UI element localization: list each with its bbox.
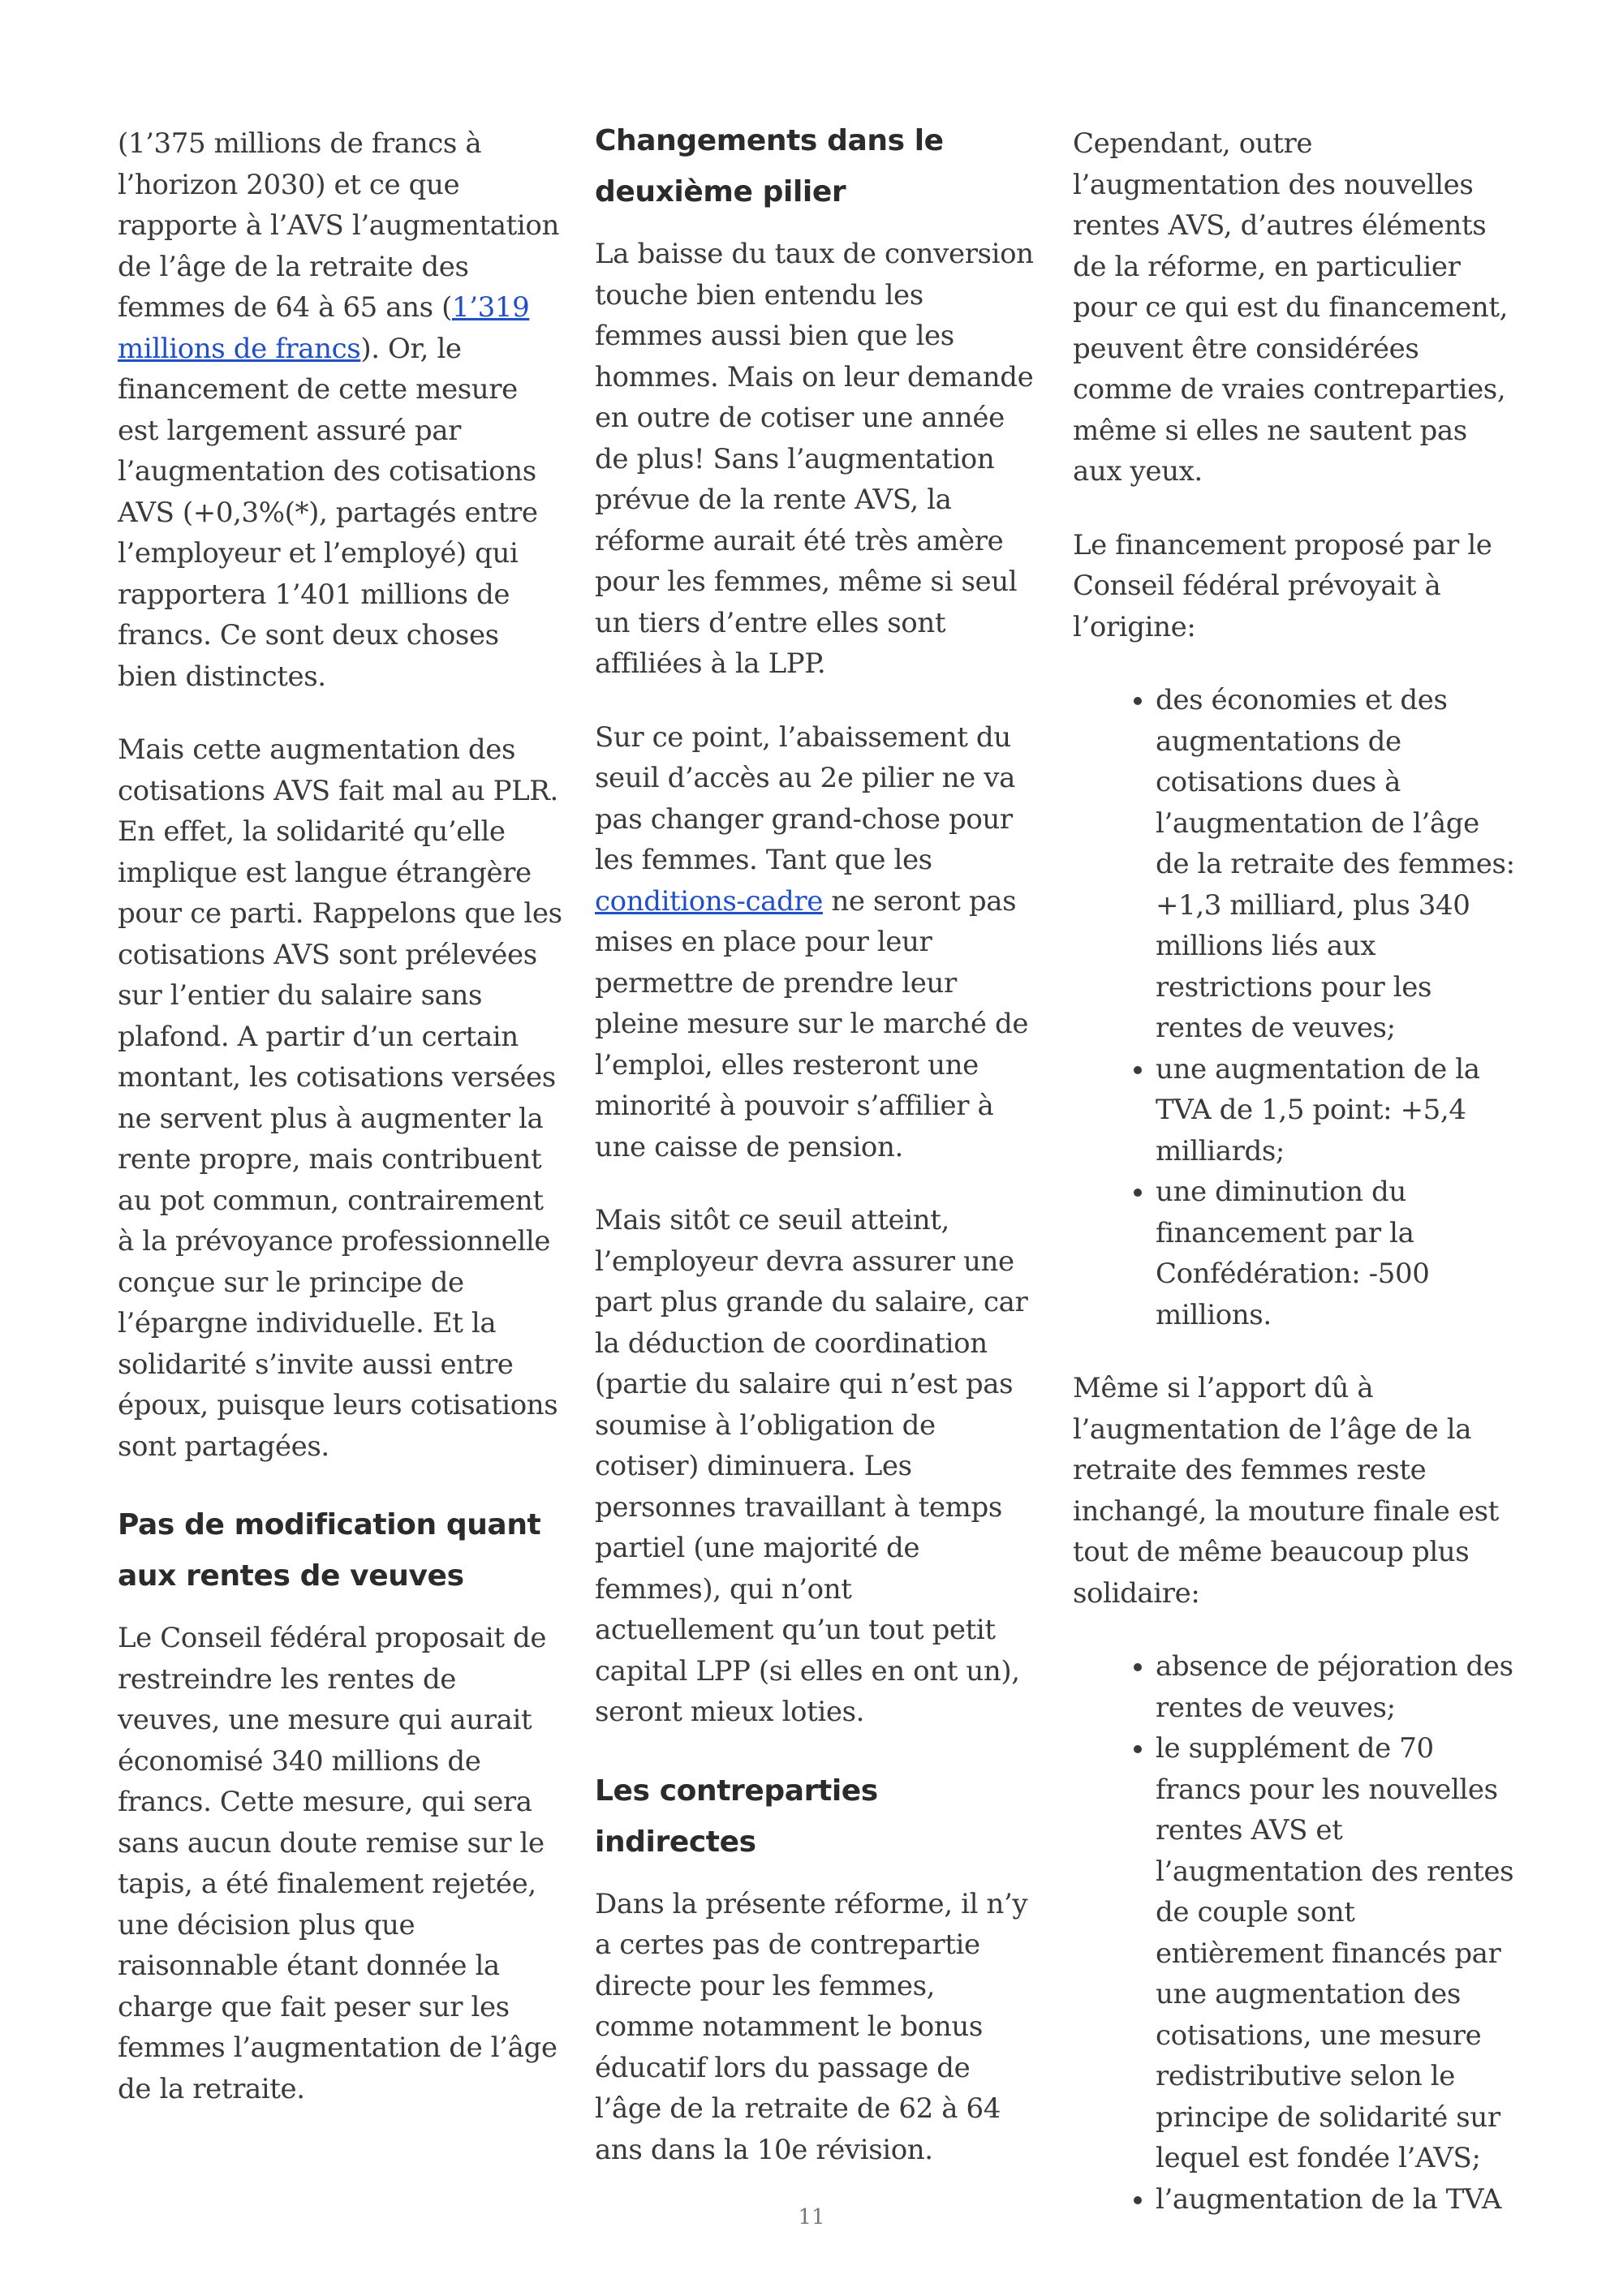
column-2 — [595, 123, 1037, 2203]
column-1 — [118, 123, 564, 2142]
bullet-list-financement — [1073, 680, 1515, 1335]
list-item: • l’augmentation de la TVA — [1156, 2179, 1515, 2221]
list-item: • des économies et des augmentations de cotisations dues à l’augmentation de l’âge de la retraite des femmes: +1,3 milliard, plus 340 millions liés aux restrictions pour les rentes de veuves; — [1156, 680, 1515, 1049]
paragraph: (1’375 millions de francs à l’horizon 2030) et ce que rapporte à l’AVS l’augmentation de l’âge de la retraite des femmes de 64 à 65 ans (1’319 millions de francs). Or, le financement de cette mesure est largement assuré par l’augmentation des cotisations AVS (+0,3%(*), partagés entre l’employeur et l’employé) qui rapportera 1’401 millions de francs. Ce sont deux choses bien distinctes. — [118, 127, 559, 693]
paragraph: Mais cette augmentation des cotisations AVS fait mal au PLR. En effet, la solidarité qu’elle implique est langue étrangère pour ce parti. Rappelons que les cotisations AVS sont prélevées sur l’entier du salaire sans plafond. A partir d’un certain montant, les cotisations versées ne servent plus à augmenter la rente propre, mais contribuent au pot commun, contrairement à la prévoyance professionnelle conçue sur le principe de l’épargne individuelle. Et la solidarité s’invite aussi entre époux, puisque leurs cotisations sont partagées. — [118, 733, 562, 1463]
list-item: • absence de péjoration des rentes de veuves; — [1156, 1646, 1515, 1728]
paragraph: Cependant, outre l’augmentation des nouvelles rentes AVS, d’autres éléments de la réforme, en particulier pour ce qui est du financement, peuvent être considérées comme de vraies contreparties, même si elles ne sautent pas aux yeux. — [1073, 127, 1509, 488]
section-heading-contreparties: Les contreparties indirectes — [595, 1774, 878, 1859]
page-number: 11 — [798, 2205, 825, 2229]
section-heading-deuxieme-pilier: Changements dans le deuxième pilier — [595, 124, 944, 209]
list-item: • une augmentation de la TVA de 1,5 point: +5,4 milliards; — [1156, 1049, 1515, 1172]
link-conditions-cadre[interactable]: conditions-cadre — [595, 884, 823, 918]
paragraph: Mais sitôt ce seuil atteint, l’employeur devra assurer une part plus grande du salaire, car la déduction de coordination (partie du salaire qui n’est pas soumise à l’obligation de cotiser) diminuera. Les personnes travaillant à temps partiel (une majorité de femmes), qui n’ont actuellement qu’un tout petit capital LPP (si elles en ont un), seront mieux loties. — [595, 1204, 1028, 1728]
list-item: • le supplément de 70 francs pour les nouvelles rentes AVS et l’augmentation des rentes de couple sont entièrement financés par une augmentation des cotisations, une mesure redistributive selon le principe de solidarité sur lequel est fondée l’AVS; — [1156, 1728, 1515, 2179]
paragraph: La baisse du taux de conversion touche bien entendu les femmes aussi bien que les hommes. Mais on leur demande en outre de cotiser une année de plus! Sans l’augmentation prévue de la rente AVS, la réforme aurait été très amère pour les femmes, même si seul un tiers d’entre elles sont affiliées à la LPP. — [595, 238, 1034, 680]
column-3 — [1073, 123, 1515, 2252]
list-item: • une diminution du financement par la Confédération: -500 millions. — [1156, 1172, 1515, 1335]
paragraph: Le financement proposé par le Conseil fédéral prévoyait à l’origine: — [1073, 528, 1492, 643]
paragraph: Même si l’apport dû à l’augmentation de l’âge de la retraite des femmes reste inchangé, la mouture finale est tout de même beaucoup plus solidaire: — [1073, 1372, 1499, 1610]
paragraph: Sur ce point, l’abaissement du seuil d’accès au 2e pilier ne va pas changer grand-chose pour les femmes. Tant que les conditions-cadre ne seront pas mises en place pour leur permettre de prendre leur pleine mesure sur le marché de l’emploi, elles resteront une minorité à pouvoir s’affilier à une caisse de pension. — [595, 720, 1029, 1163]
bullet-list-solidaire — [1073, 1646, 1515, 2220]
paragraph: Dans la présente réforme, il n’y a certes pas de contrepartie directe pour les femmes, comme notamment le bonus éducatif lors du passage de l’âge de la retraite de 62 à 64 ans dans la 10e révision. — [595, 1887, 1028, 2166]
paragraph: Le Conseil fédéral proposait de restreindre les rentes de veuves, une mesure qui aurait économisé 340 millions de francs. Cette mesure, qui sera sans aucun doute remise sur le tapis, a été finalement rejetée, une décision plus que raisonnable étant donnée la charge que fait peser sur les femmes l’augmentation de l’âge de la retraite. — [118, 1622, 558, 2105]
link-1319-millions[interactable]: 1’319 millions de francs — [118, 291, 530, 365]
section-heading-rentes-veuves: Pas de modification quant aux rentes de veuves — [118, 1508, 541, 1593]
